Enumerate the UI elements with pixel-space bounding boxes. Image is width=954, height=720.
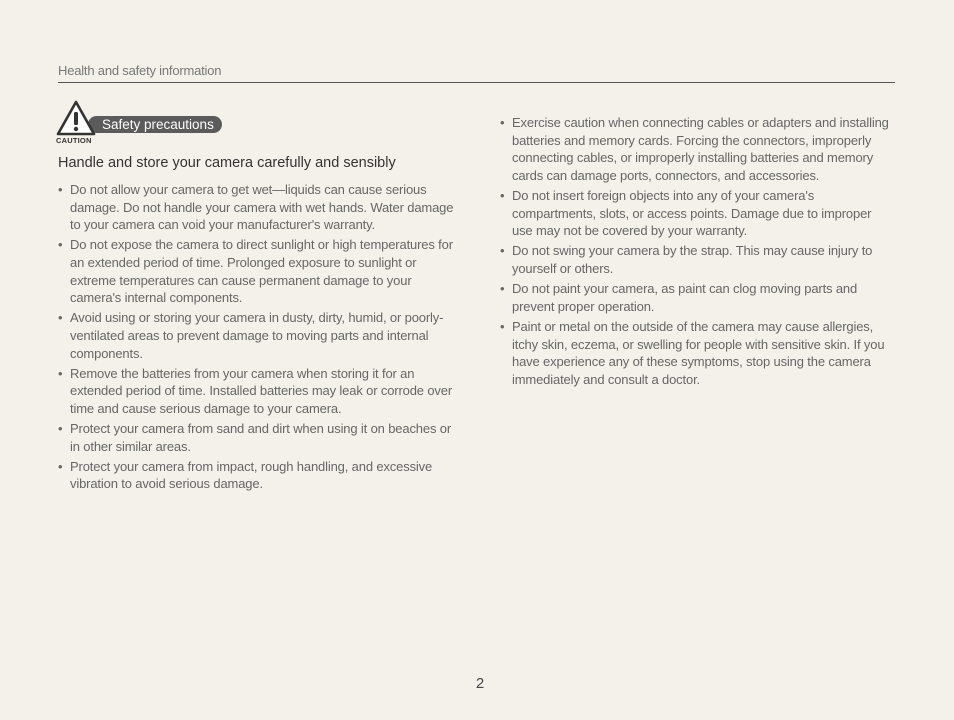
- list-item-text: Do not expose the camera to direct sunlight or high temperatures for an extended period of time. Prolonged exposure to sunlight or extreme temperatures can cause permanent damage to your camera's internal components.: [70, 237, 453, 306]
- bullet-icon: •: [58, 182, 63, 197]
- list-item-text: Remove the batteries from your camera when storing it for an extended period of time. Installed batteries may leak or corrode over time and cause serious damage to your camera.: [70, 365, 453, 416]
- list-item: [500, 280, 892, 315]
- list-item-text: Paint or metal on the outside of the camera may cause allergies, itchy skin, eczema, or swelling for people with sensitive skin. If you have experience any of these symptoms, stop using the camera immediately and consult a doctor.: [512, 318, 885, 387]
- header-title: Health and safety information: [58, 63, 222, 78]
- bullet-icon: •: [58, 310, 63, 326]
- bullet-icon: •: [500, 115, 505, 130]
- list-item: [58, 236, 458, 306]
- list-item-text: Exercise caution when connecting cables or adapters and installing batteries and memory cards. Forcing the connectors, improperly connecting cables, or improperly installing batteries and memory cards can damage ports, connectors, and accessories.: [512, 115, 889, 183]
- list-item: [500, 187, 892, 240]
- list-item-text: Do not paint your camera, as paint can clog moving parts and prevent proper operation.: [512, 281, 858, 314]
- list-item-text: Protect your camera from sand and dirt when using it on beaches or in other similar areas.: [70, 421, 452, 454]
- list-item-text: Protect your camera from impact, rough handling, and excessive vibration to avoid serious damage.: [70, 458, 433, 492]
- list-item: [58, 181, 458, 234]
- bullet-icon: •: [58, 421, 63, 437]
- list-item: [58, 420, 458, 455]
- bullet-icon: •: [500, 187, 505, 203]
- list-item-text: Avoid using or storing your camera in dusty, dirty, humid, or poorly-ventilated areas to prevent damage to moving parts and internal components.: [70, 310, 444, 361]
- section-subtitle: Handle and store your camera carefully and sensibly: [58, 155, 396, 171]
- caution-label: CAUTION: [56, 136, 92, 145]
- bullet-icon: •: [58, 237, 63, 253]
- bullet-icon: •: [500, 318, 505, 334]
- bullet-icon: •: [58, 365, 63, 381]
- list-item-text: Do not swing your camera by the strap. This may cause injury to yourself or others.: [512, 243, 873, 276]
- bullet-icon: •: [58, 458, 63, 474]
- list-item-text: Do not insert foreign objects into any of your camera's compartments, slots, or access points. Damage due to improper use may not be covered by your warranty.: [512, 187, 872, 239]
- page-number: 2: [475, 675, 485, 692]
- page-header: [58, 62, 895, 83]
- left-bullet-list: [58, 181, 458, 496]
- caution-triangle-icon: [56, 100, 96, 136]
- list-item: [500, 242, 892, 277]
- list-item: [58, 309, 458, 362]
- list-item: [58, 365, 458, 418]
- list-item-text: Do not allow your camera to get wet—liquids can cause serious damage. Do not handle your camera with wet hands. Water damage to your camera can void your manufacturer's warranty.: [70, 182, 454, 233]
- safety-precautions-heading: Safety precautions: [88, 116, 222, 133]
- bullet-icon: •: [500, 243, 505, 259]
- list-item: [500, 114, 892, 184]
- bullet-icon: •: [500, 281, 505, 297]
- list-item: [58, 458, 458, 493]
- list-item: [500, 318, 892, 388]
- right-bullet-list: [500, 114, 892, 391]
